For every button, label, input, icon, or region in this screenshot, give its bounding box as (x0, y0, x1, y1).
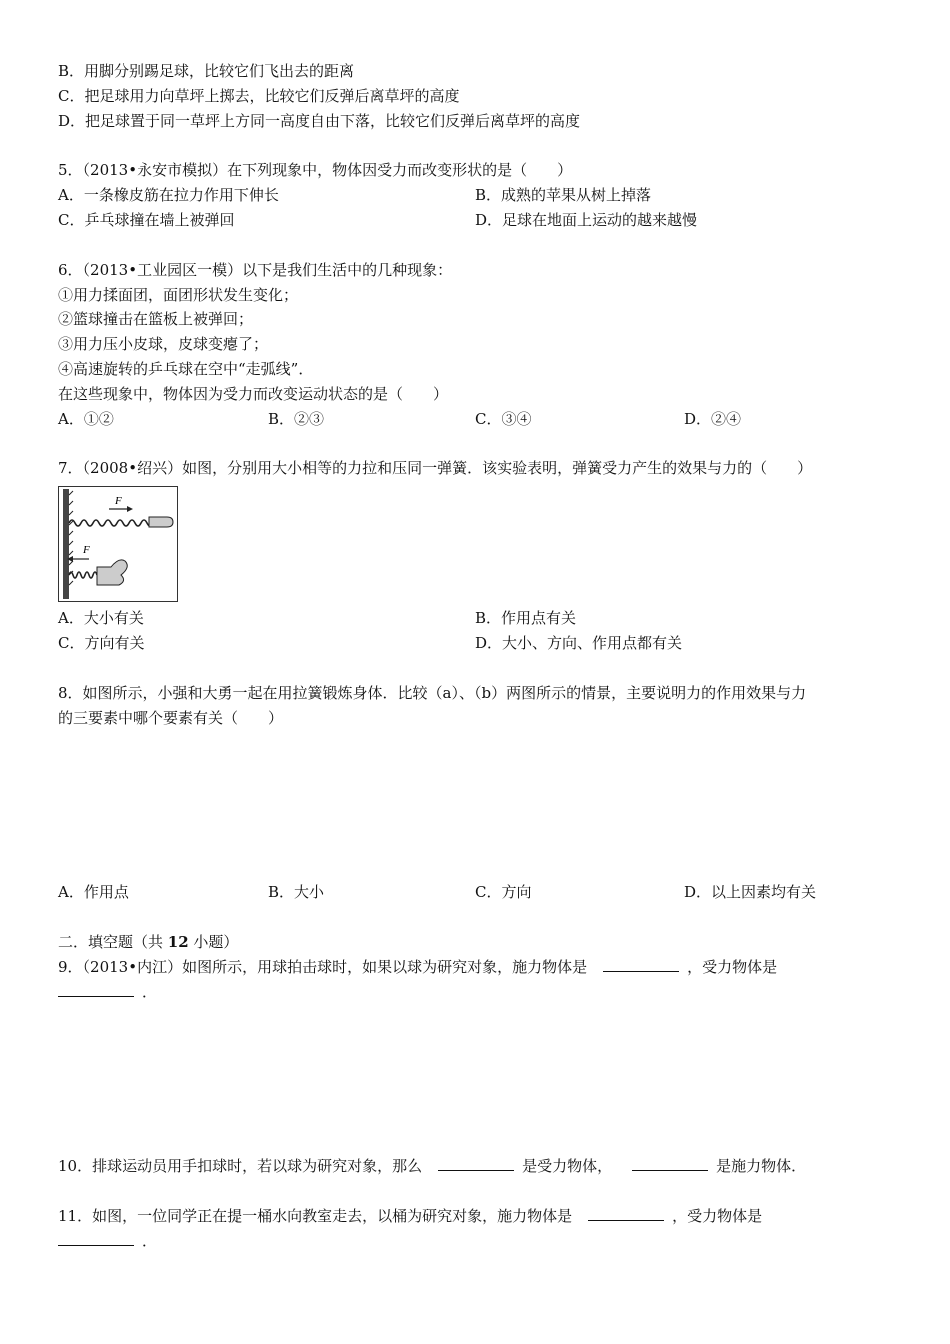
section-2-prefix: 二．填空题（共 (58, 933, 168, 951)
pulling-hand (149, 517, 173, 527)
q9-line1 (58, 957, 777, 977)
q7-option-a: A．大小有关 (58, 609, 144, 627)
wall (63, 489, 69, 599)
q8-option-d: D．以上因素均有关 (684, 883, 817, 901)
wall-hatch (69, 491, 73, 585)
q8-stem-line1: 8．如图所示，小强和大勇一起在用拉簧锻炼身体．比较（a）、（b）两图所示的情景，主要说明力的作用效果与力 (58, 684, 807, 702)
q11-text-1: 11．如图，一位同学正在提一桶水向教室走去，以桶为研究对象，施力物体是 (58, 1207, 573, 1225)
q10-line (58, 1156, 806, 1176)
force-arrowhead-top (127, 506, 133, 512)
q6-option-a: A．①② (58, 410, 114, 428)
compressed-spring (69, 572, 97, 578)
prev-option-b: B．用脚分别踢足球，比较它们飞出去的距离 (58, 62, 355, 80)
q11-blank-1[interactable] (588, 1206, 664, 1221)
q10-text-3: 是施力物体． (716, 1157, 807, 1175)
q6-item-2: ②篮球撞击在篮板上被弹回； (58, 310, 254, 328)
q6-option-b: B．②③ (268, 410, 325, 428)
q11-line1 (58, 1206, 762, 1226)
q8-stem-line2: 的三要素中哪个要素有关（ ） (58, 709, 284, 727)
section-2-heading (58, 932, 238, 952)
q9-blank-1[interactable] (603, 957, 679, 972)
q5-option-b: B．成熟的苹果从树上掉落 (475, 186, 652, 204)
q11-text-3: ． (142, 1232, 158, 1250)
section-2-count: 12 (167, 933, 189, 951)
prev-option-c: C．把足球用力向草坪上掷去，比较它们反弹后离草坪的高度 (58, 87, 460, 105)
q9-text-3: ． (142, 983, 158, 1001)
section-2-suffix: 小题） (188, 933, 239, 951)
q8-option-a: A．作用点 (58, 883, 129, 901)
q7-option-d: D．大小、方向、作用点都有关 (475, 634, 683, 652)
q5-option-a: A．一条橡皮筋在拉力作用下伸长 (58, 186, 279, 204)
prev-option-d: D．把足球置于同一草坪上方同一高度自由下落，比较它们反弹后离草坪的高度 (58, 112, 581, 130)
q9-text-2: ，受力物体是 (687, 958, 778, 976)
q6-option-d: D．②④ (684, 410, 742, 428)
q9-blank-2[interactable] (58, 982, 134, 997)
q5-stem: 5．（2013•永安市模拟）在下列现象中，物体因受力而改变形状的是（ ） (58, 161, 573, 179)
pushing-hand (97, 560, 127, 585)
q9-line2 (58, 982, 157, 1002)
q11-line2 (58, 1231, 157, 1251)
q9-text-1: 9．（2013•内江）如图所示，用球拍击球时，如果以球为研究对象，施力物体是 (58, 958, 588, 976)
q10-text-2: 是受力物体， (522, 1157, 613, 1175)
spring-diagram (59, 487, 177, 601)
q11-text-2: ，受力物体是 (672, 1207, 763, 1225)
q6-question: 在这些现象中，物体因为受力而改变运动状态的是（ ） (58, 385, 449, 403)
q6-option-c: C．③④ (475, 410, 532, 428)
stretched-spring (69, 520, 159, 526)
q10-text-1: 10．排球运动员用手扣球时，若以球为研究对象，那么 (58, 1157, 423, 1175)
force-label-bottom: F (83, 544, 90, 556)
q7-option-c: C．方向有关 (58, 634, 145, 652)
q6-item-3: ③用力压小皮球，皮球变瘪了； (58, 335, 269, 353)
q7-stem: 7．（2008•绍兴）如图，分别用大小相等的力拉和压同一弹簧．该实验表明，弹簧受力产生的效果与力的（ ） (58, 459, 813, 477)
q10-blank-2[interactable] (632, 1156, 708, 1171)
q6-item-1: ①用力揉面团，面团形状发生变化； (58, 286, 299, 304)
q11-blank-2[interactable] (58, 1231, 134, 1246)
q8-option-b: B．大小 (268, 883, 325, 901)
q6-item-4: ④高速旋转的乒乓球在空中“走弧线”． (58, 360, 314, 378)
q5-option-c: C．乒乓球撞在墙上被弹回 (58, 211, 235, 229)
q10-blank-1[interactable] (438, 1156, 514, 1171)
q7-option-b: B．作用点有关 (475, 609, 577, 627)
force-label-top: F (115, 495, 122, 507)
q8-option-c: C．方向 (475, 883, 532, 901)
q5-option-d: D．足球在地面上运动的越来越慢 (475, 211, 698, 229)
spring-figure (58, 486, 178, 602)
q6-stem: 6．（2013•工业园区一模）以下是我们生活中的几种现象： (58, 261, 453, 279)
